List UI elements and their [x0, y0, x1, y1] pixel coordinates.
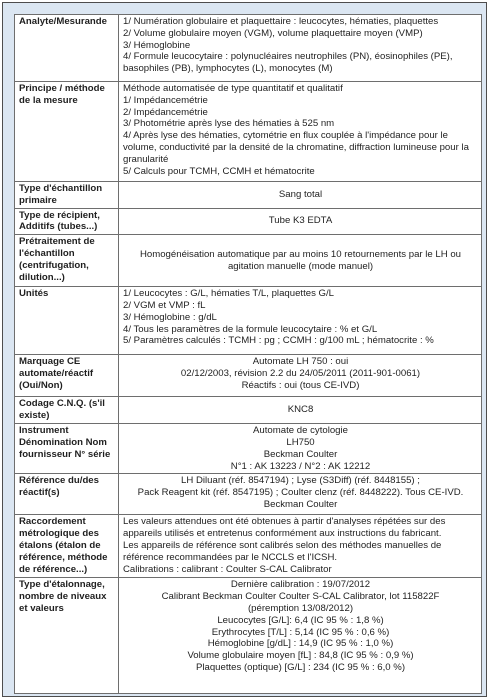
- value-line: N°1 : AK 13223 / N°2 : AK 12212: [230, 460, 371, 472]
- label-etalonnage: Type d'étalonnage, nombre de niveaux et valeurs: [15, 578, 119, 694]
- value-line: 2/ Volume globulaire moyen (VGM), volume plaquettaire moyen (VMP): [123, 27, 423, 39]
- value-line: Calibrant Beckman Coulter Coulter S-CAL Calibrator, lot 115822F: [161, 591, 440, 603]
- value-line: Automate LH 750 : oui: [252, 356, 349, 368]
- value-line: Les appareils de référence sont calibrés selon des méthodes manuelles de référence recommandées par le NCCLS et l'ICSH.: [123, 539, 442, 563]
- label-pretraitement: Prétraitement de l'échantillon (centrifugation, dilution...): [15, 235, 119, 287]
- value-line: 2/ VGM et VMP : fL: [123, 299, 206, 311]
- value-line: 1/ Numération globulaire et plaquettaire : leucocytes, hématies, plaquettes: [123, 16, 439, 27]
- value-line: 3/ Hémoglobine : g/dL: [123, 311, 217, 323]
- value-line: Calibrations : calibrant : Coulter S-CAL Calibrator: [123, 563, 332, 575]
- value-unites: [119, 287, 482, 355]
- value-line: Les valeurs attendues ont été obtenues à partir d'analyses répétées sur des appareils utilisés et entretenus conformément aux instructions du fabricant.: [123, 516, 446, 540]
- label-principe: Principe / méthode de la mesure: [15, 82, 119, 182]
- value-reactifs: [119, 474, 482, 515]
- row-reactifs: [15, 474, 482, 515]
- value-raccordement: [119, 515, 482, 578]
- value-line: Dernière calibration : 19/07/2012: [230, 579, 371, 591]
- row-raccordement: [15, 515, 482, 578]
- row-codage-cnq: [15, 397, 482, 424]
- value-echantillon: [119, 182, 482, 209]
- value-pretraitement: [119, 235, 482, 287]
- label-instrument: Instrument Dénomination Nom fournisseur N° série: [15, 424, 119, 474]
- value-line: Beckman Coulter: [263, 448, 338, 460]
- value-line: 3/ Hémoglobine: [123, 39, 191, 51]
- value-line: Leucocytes [G/L]: 6,4 (IC 95 % : 1,8 %): [217, 614, 384, 626]
- row-instrument: [15, 424, 482, 474]
- value-line: 1/ Leucocytes : G/L, hématies T/L, plaquettes G/L: [123, 288, 335, 300]
- value-line: 3/ Photométrie après lyse des hématies à 525 nm: [123, 118, 335, 130]
- value-line: 5/ Calculs pour TCMH, CCMH et hématocrite: [123, 165, 315, 177]
- label-unites: Unités: [15, 287, 119, 355]
- value-analyte: [119, 15, 482, 82]
- value-line: 4/ Après lyse des hématies, cytométrie en flux couplée à l'impédance pour le volume, conductivité par la densité de la chromatine, diffraction lumineuse pour la granularité: [123, 130, 469, 165]
- row-marquage-ce: [15, 355, 482, 397]
- value-line: Tube K3 EDTA: [268, 215, 333, 227]
- value-line: Volume globulaire moyen [fL] : 84,8 (IC 95 % : 0,9 %): [187, 650, 414, 662]
- value-line: LH750: [286, 436, 315, 448]
- label-codage-cnq: Codage C.N.Q. (s'il existe): [15, 397, 119, 424]
- value-marquage-ce: [119, 355, 482, 397]
- label-marquage-ce: Marquage CE automate/réactif (Oui/Non): [15, 355, 119, 397]
- row-pretraitement: [15, 235, 482, 287]
- value-line: Beckman Coulter: [263, 498, 338, 510]
- value-line: Erythrocytes [T/L] : 5,14 (IC 95 % : 0,6 %): [211, 626, 390, 638]
- method-sheet-table: [14, 14, 482, 694]
- value-line: Méthode automatisée de type quantitatif et qualitatif: [123, 83, 343, 94]
- row-etalonnage: [15, 578, 482, 694]
- row-analyte: [15, 15, 482, 82]
- row-unites: [15, 287, 482, 355]
- value-principe: [119, 82, 482, 182]
- value-line: Plaquettes (optique) [G/L] : 234 (IC 95 % : 6,0 %): [195, 661, 406, 673]
- value-line: KNC8: [287, 404, 314, 416]
- value-instrument: [119, 424, 482, 474]
- value-line: LH Diluant (réf. 8547194) ; Lyse (S3Diff) (réf. 8448155) ;: [181, 475, 420, 487]
- value-recipient: [119, 208, 482, 235]
- value-line: Homogénéisation automatique par au moins 10 retournements par le LH ou agitation manuelle (mode manuel): [139, 248, 462, 272]
- value-line: Automate de cytologie: [253, 425, 348, 437]
- document-frame: [2, 2, 487, 697]
- value-line: 4/ Formule leucocytaire : polynucléaires neutrophiles (PN), éosinophiles (PE), basophiles (PB), lymphocytes (L), monocytes (M): [123, 51, 453, 75]
- value-line: 2/ Impédancemétrie: [123, 106, 208, 118]
- value-line: Pack Reagent kit (réf. 8547195) ; Coulter clenz (réf. 8448222). Tous CE-IVD.: [137, 487, 464, 499]
- value-line: Hémoglobine [g/dL] : 14,9 (IC 95 % : 1,0 %): [207, 638, 394, 650]
- label-analyte: Analyte/Mesurande: [15, 15, 119, 82]
- value-line: 5/ Paramètres calculés : TCMH : pg ; CCMH : g/100 mL ; hématocrite : %: [123, 335, 434, 347]
- value-etalonnage: [119, 578, 482, 694]
- row-echantillon: [15, 182, 482, 209]
- label-reactifs: Référence du/des réactif(s): [15, 474, 119, 515]
- value-line: 02/12/2003, révision 2.2 du 24/05/2011 (2011-901-0061): [180, 367, 421, 379]
- label-echantillon: Type d'échantillon primaire: [15, 182, 119, 209]
- row-recipient: [15, 208, 482, 235]
- row-principe: [15, 82, 482, 182]
- label-recipient: Type de récipient, Additifs (tubes...): [15, 208, 119, 235]
- value-line: (péremption 13/08/2012): [247, 602, 354, 614]
- label-raccordement: Raccordement métrologique des étalons (étalon de référence, méthode de référence...): [15, 515, 119, 578]
- value-line: Réactifs : oui (tous CE-IVD): [241, 379, 360, 391]
- value-codage-cnq: [119, 397, 482, 424]
- value-line: 4/ Tous les paramètres de la formule leucocytaire : % et G/L: [123, 323, 378, 335]
- value-line: Sang total: [278, 188, 323, 200]
- value-line: 1/ Impédancemétrie: [123, 94, 208, 106]
